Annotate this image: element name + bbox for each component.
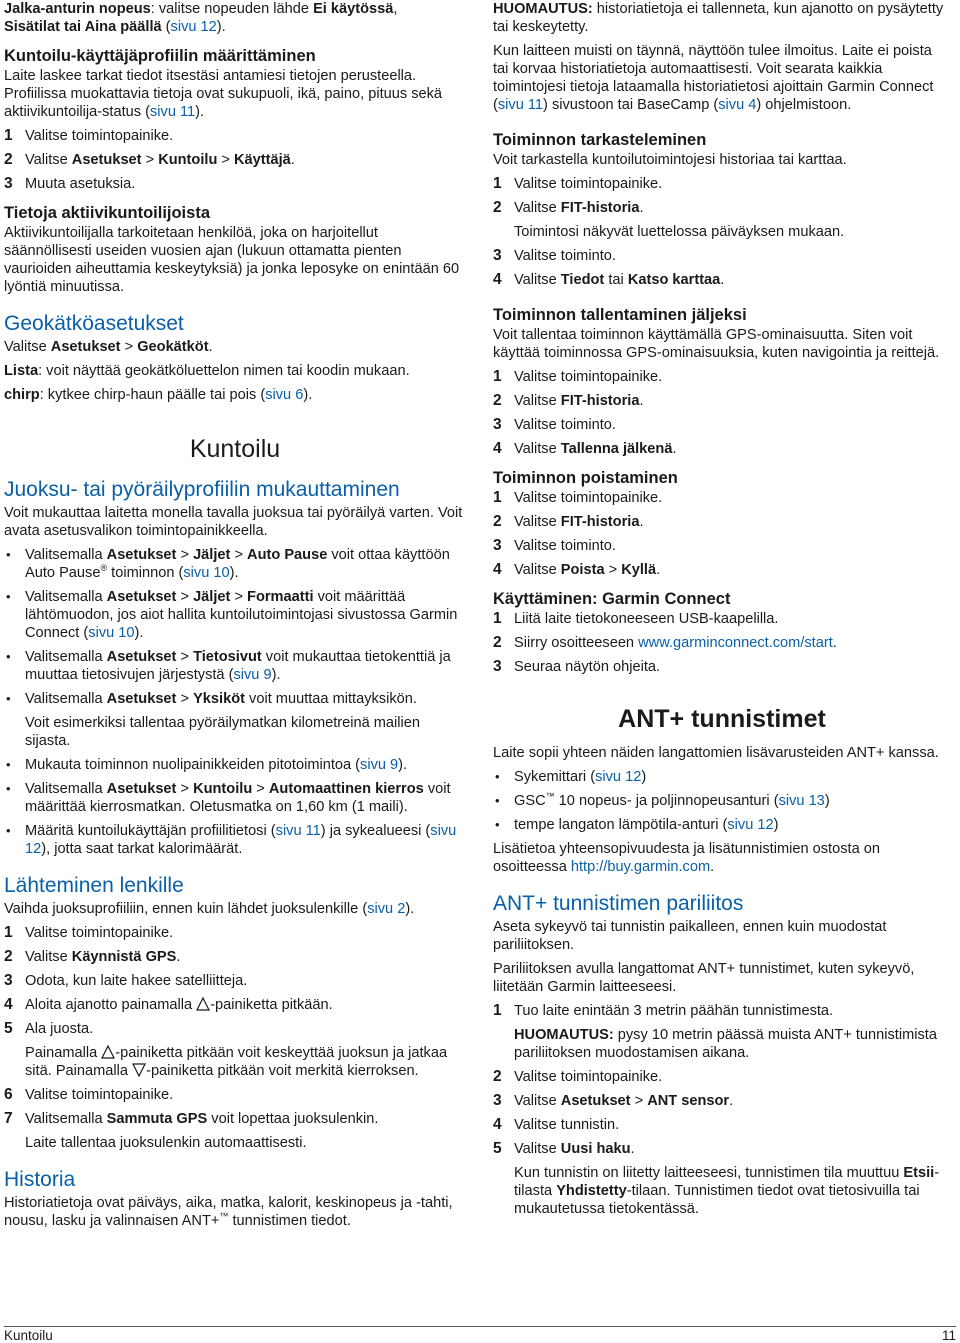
step: 1 Tuo laite enintään 3 metrin päähän tunnistimesta. (493, 1002, 834, 1019)
heading-view-activity: Toiminnon tarkasteleminen (493, 131, 707, 149)
heading-geocache-settings: Geokätköasetukset (4, 312, 184, 335)
step: 2 Valitse FIT-historia. (493, 513, 644, 530)
customize-list (4, 546, 466, 858)
step: 1 Valitse toimintopainike. (493, 489, 663, 506)
list-item: • GSC™ 10 nopeus- ja poljinnopeusanturi (sivu 13) (493, 792, 951, 810)
step: 1 Valitse toimintopainike. (493, 368, 663, 385)
list-item: • Mukauta toiminnon nuolipainikkeiden pitotoimintoa (sivu 9). (4, 756, 466, 774)
heading-garmin-connect: Käyttäminen: Garmin Connect (493, 590, 731, 608)
link-buy-garmin[interactable]: http://buy.garmin.com (570, 859, 711, 875)
heading-save-as-track: Toiminnon tallentaminen jäljeksi (493, 306, 747, 324)
link-page-12[interactable]: sivu 12 (595, 769, 642, 785)
up-triangle-icon (196, 997, 210, 1011)
step: 2 Siirry osoitteeseen www.garminconnect.com/start. (493, 634, 837, 651)
step: 3 Valitse toiminto. (493, 247, 616, 264)
heading-history: Historia (4, 1168, 76, 1191)
chapter-title-ant-sensors: ANT+ tunnistimet (618, 705, 826, 733)
run-description: Vaihda juoksuprofiiliin, ennen kuin lähdet juoksulenkille (sivu 2). (4, 901, 415, 917)
history-note: HUOMAUTUS: historiatietoja ei tallenneta, kun ajanotto on pysäytetty tai keskeytetty. (493, 1, 944, 35)
list-item: • Sykemittari (sivu 12) (493, 768, 951, 786)
heading-customize-profile: Juoksu- tai pyöräilyprofiilin mukauttaminen (4, 478, 400, 501)
link-page-10[interactable]: sivu 10 (88, 625, 135, 641)
customize-description: Voit mukauttaa laitetta monella tavalla juoksua tai pyöräilyä varten. Voit avata asetusvalikon toimintopainikkeella. (4, 505, 463, 539)
step: 5 Ala juosta. (4, 1020, 94, 1037)
link-page-4[interactable]: sivu 4 (718, 97, 757, 113)
list-item: • Valitsemalla Asetukset > Kuntoilu > Automaattinen kierros voit määrittää kierrosmatkan. Oletusmatka on 1,60 km (1 maili). (4, 780, 466, 816)
step: 5 Valitse Uusi haku. (493, 1140, 635, 1157)
chapter-title-fitness: Kuntoilu (189, 435, 281, 463)
step: 3 Seuraa näytön ohjeita. (493, 658, 661, 675)
step: 3 Muuta asetuksia. (4, 175, 136, 192)
foot-pod-speed-text: Jalka-anturin nopeus: valitse nopeuden lähde Ei käytössä, Sisätilat tai Aina päällä (sivu 12). (4, 1, 398, 35)
history-description: Historiatietoja ovat päiväys, aika, matka, kalorit, keskinopeus ja -tahti, nousu, lasku ja valinnaisen ANT+™ tunnistimen tiedot. (4, 1195, 453, 1229)
heading-pairing: ANT+ tunnistimen pariliitos (493, 892, 744, 915)
heading-user-profile: Kuntoilu-käyttäjäprofiilin määrittäminen (4, 47, 316, 65)
list-item: • Valitsemalla Asetukset > Jäljet > Auto Pause voit ottaa käyttöön Auto Pause® toiminnon (sivu 10). (4, 546, 466, 582)
heading-delete-activity: Toiminnon poistaminen (493, 469, 678, 487)
step: 7 Valitsemalla Sammuta GPS voit lopettaa juoksulenkin. (4, 1110, 379, 1127)
step: 1 Valitse toimintopainike. (493, 175, 663, 192)
link-page-11[interactable]: sivu 11 (497, 97, 544, 113)
list-item: • Valitsemalla Asetukset > Jäljet > Formaatti voit määrittää lähtömuodon, jos aiot hallita kuntoilutoimintojasi sivustossa Garmin Connect (sivu 10). (4, 588, 466, 642)
geocache-chirp-option: chirp: kytkee chirp-haun päälle tai pois (sivu 6). (4, 387, 313, 403)
link-page-6[interactable]: sivu 6 (265, 387, 304, 403)
heading-fitness-athletes: Tietoja aktiivikuntoilijoista (4, 204, 210, 222)
step: 4 Valitse Tiedot tai Katso karttaa. (493, 271, 725, 288)
link-page-9[interactable]: sivu 9 (360, 757, 399, 773)
step: 4 Aloita ajanotto painamalla -painiketta pitkään. (4, 996, 333, 1013)
step: 4 Valitse tunnistin. (493, 1116, 620, 1133)
footer-section: Kuntoilu (4, 1328, 53, 1343)
link-page-11[interactable]: sivu 11 (275, 823, 321, 839)
run-step-7-note: Laite tallentaa juoksulenkin automaattisesti. (25, 1135, 307, 1151)
link-page-12[interactable]: sivu 12 (25, 823, 457, 857)
step: 3 Valitse Asetukset > ANT sensor. (493, 1092, 734, 1109)
page-footer (4, 1326, 956, 1343)
ant-sensor-list (493, 768, 951, 834)
link-page-2[interactable]: sivu 2 (367, 901, 406, 917)
link-page-13[interactable]: sivu 13 (778, 793, 825, 809)
geocache-path: Valitse Asetukset > Geokätköt. (4, 339, 213, 355)
step: 1 Liitä laite tietokoneeseen USB-kaapelilla. (493, 610, 779, 627)
step: 4 Valitse Poista > Kyllä. (493, 561, 661, 578)
athlete-description: Aktiivikuntoilijalla tarkoitetaan henkilöä, joka on harjoitellut säännöllisesti useiden vuosien ajan (lukuun ottamatta pienten vaurioiden aiheuttamia keskeytyksiä) ja jonka leposyke on enintään 60 lyöntiä minuutissa. (4, 225, 460, 295)
profile-description: Laite laskee tarkat tiedot itsestäsi antamiesi tietojen perusteella. Profiilissa muokattavia tietoja ovat sukupuoli, ikä, paino, pituus sekä aktiivikuntoilija-status (sivu 11). (4, 68, 443, 120)
step: 1 Valitse toimintopainike. (4, 924, 174, 941)
heading-going-for-run: Lähteminen lenkille (4, 874, 184, 897)
list-item: • Valitsemalla Asetukset > Tietosivut voit mukauttaa tietokenttiä ja muuttaa tietosivujen järjestystä (sivu 9). (4, 648, 466, 684)
step: 4 Valitse Tallenna jälkenä. (493, 440, 677, 457)
link-garmin-connect[interactable]: www.garminconnect.com/start (638, 635, 833, 651)
memory-full-text: Kun laitteen muisti on täynnä, näyttöön tulee ilmoitus. Laite ei poista tai korvaa historiatietoja automaattisesti. Voit searata kaikkia toimintojesi tietoja lataamalla historiatietosi ajoittain Garmin Connect (sivu 11) sivustoon tai BaseCamp (sivu 4) ohjelmistoon. (493, 43, 934, 113)
step: 3 Valitse toiminto. (493, 416, 616, 433)
link-page-9[interactable]: sivu 9 (233, 667, 272, 683)
list-item: • Valitsemalla Asetukset > Yksiköt voit muuttaa mittayksikön. Voit esimerkiksi tallentaa pyöräilymatkan kilometreinä mailien sijasta. (4, 690, 466, 750)
up-triangle-icon (101, 1045, 115, 1059)
link-page-12[interactable]: sivu 12 (727, 817, 774, 833)
link-page-10[interactable]: sivu 10 (183, 565, 230, 581)
step: 1 Valitse toimintopainike. (4, 127, 174, 144)
step: 2 Valitse FIT-historia. (493, 199, 644, 216)
step: 2 Valitse FIT-historia. (493, 392, 644, 409)
link-page-12[interactable]: sivu 12 (170, 19, 217, 35)
step: 3 Odota, kun laite hakee satelliitteja. (4, 972, 248, 989)
step: 2 Valitse Käynnistä GPS. (4, 948, 181, 965)
step: 2 Valitse Asetukset > Kuntoilu > Käyttäjä. (4, 151, 295, 168)
step: 6 Valitse toimintopainike. (4, 1086, 174, 1103)
down-triangle-icon (132, 1063, 146, 1077)
list-item: • Määritä kuntoilukäyttäjän profiilitietosi (sivu 11) ja sykealueesi (sivu 12), jotta saat tarkat kalorimäärät. (4, 822, 466, 858)
list-item: • tempe langaton lämpötila-anturi (sivu 12) (493, 816, 951, 834)
geocache-list-option: Lista: voit näyttää geokätköluettelon nimen tai koodin mukaan. (4, 363, 410, 379)
step: 2 Valitse toimintopainike. (493, 1068, 663, 1085)
left-column (4, 0, 466, 1236)
run-step-5-note: Painamalla -painiketta pitkään voit keskeyttää juoksun ja jatkaa sitä. Painamalla -painiketta pitkään voit merkitä kierroksen. (25, 1045, 448, 1079)
page-number: 11 (941, 1328, 956, 1343)
link-page-11[interactable]: sivu 11 (150, 104, 196, 120)
right-column: HUOMAUTUS: historiatietoja ei tallenneta, kun ajanotto on pysäytetty tai keskeytetty. Kun laitteen muisti on täynnä, näyttöön tulee ilmoitus. Laite ei poista tai korvaa historiatietoja automaattisesti. Voit searata kaikkia toimintojesi tietoja lataamalla historiatietosi ajoittain Garmin Connect (sivu 11) sivustoon tai BaseCamp (sivu 4) ohjelmistoon. Toiminnon tarkasteleminen Voit tarkastella kuntoilutoimintojesi historiaa tai karttaa. 1 Valitse toimintopainike. 2 Valitse FIT-historia. Toimintosi näkyvät luettelossa päiväyksen mukaan. 3 Valitse toiminto. 4 Valitse Tiedot tai Katso karttaa. Toiminnon tallentaminen jäljeksi Voit tallentaa toiminnon käyttämällä GPS-ominaisuutta. Siten voit käyttää toiminnossa GPS-ominaisuuksia, kuten navigointia ja reittejä. 1 Valitse toimintopainike. 2 Valitse FIT-historia. 3 Valitse toiminto. 4 Valitse Tallenna jälkenä. Toiminnon poistaminen 1 Valitse toimintopainike. 2 Valitse FIT-historia. 3 Valitse toiminto. 4 Valitse Poista > Kyllä. Käyttäminen: Garmin Connect 1 Liitä laite tietokoneeseen USB-kaapelilla. 2 Siirry osoitteeseen www.garminconnect.com/start. 3 Seuraa näytön ohjeita. ANT+ tunnistimet Laite sopii yhteen näiden langattomien lisävarusteiden ANT+ kanssa. • Sykemittari (sivu 12) • GSC™ 10 nopeus- ja poljinnopeusanturi (sivu 13) • tempe langaton lämpötila-anturi (sivu 12) Lisätietoa yhteensopivuudesta ja lisätunnistimien ostosta on osoitteessa http://buy.garmin.com. ANT+ tunnistimen pariliitos Aseta sykeyvö tai tunnistin paikalleen, ennen kuin muodostat pariliitoksen. Pariliitoksen avulla langattomat ANT+ tunnistimet, kuten sykeyvö, liitetään Garmin laitteeseesi. 1 Tuo laite enintään 3 metrin päähän tunnistimesta. HUOMAUTUS: pysy 10 metrin päässä muista ANT+ tunnistimista pariliitoksen muodostamisen aikana. 2 Valitse toimintopainike. 3 Valitse Asetukset > ANT sensor. 4 Valitse tunnistin. 5 Valitse Uusi haku. Kun tunnistin on liitetty laitteeseesi, tunnistimen tila muuttuu Etsii-tilasta Yhdistetty-tilaan. Tunnistimen tiedot ovat tietosivuilla tai mukautetussa tietokentässä. (493, 0, 951, 1224)
step: 3 Valitse toiminto. (493, 537, 616, 554)
